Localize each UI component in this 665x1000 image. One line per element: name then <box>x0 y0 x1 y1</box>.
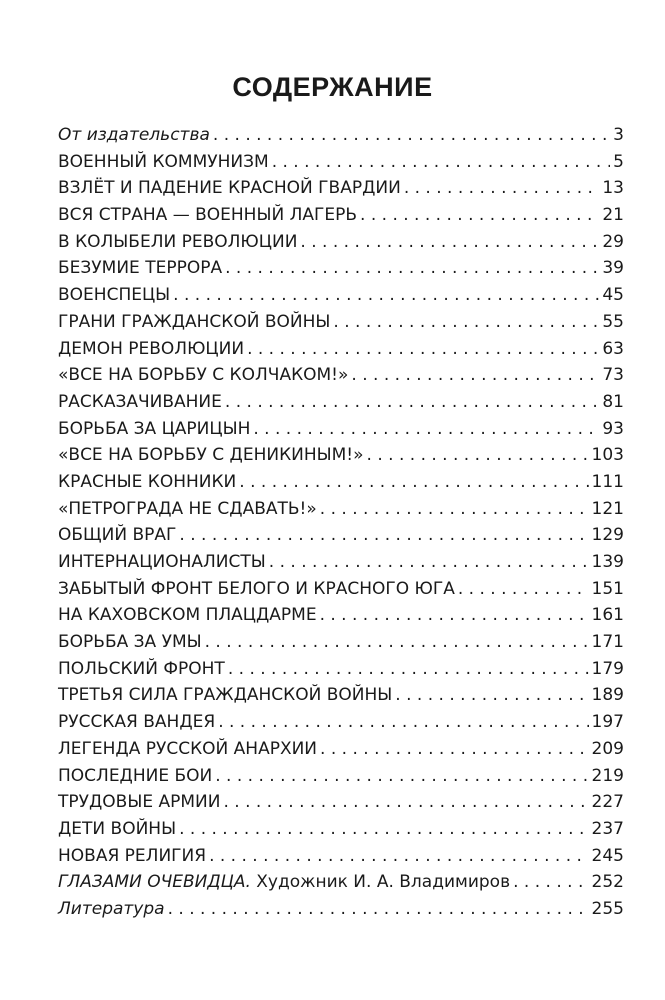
toc-page-number: 39 <box>602 258 624 279</box>
toc-page-number: 227 <box>591 792 624 813</box>
dot-leader <box>513 869 588 896</box>
toc-entry-title-text: ЛЕГЕНДА РУССКОЙ АНАРХИИ <box>58 738 318 759</box>
toc-page-number: 3 <box>613 125 624 145</box>
toc-page-number: 29 <box>602 231 624 252</box>
toc-entry <box>58 442 624 469</box>
toc-page-number: 245 <box>591 845 624 866</box>
toc-page-number: 139 <box>591 552 624 572</box>
toc-entry <box>58 175 624 202</box>
dot-leader <box>225 255 599 282</box>
toc-entry-title-text: ТРУДОВЫЕ АРМИИ <box>58 792 221 813</box>
toc-entry-title <box>58 869 513 896</box>
toc-page-number: 81 <box>602 391 624 412</box>
toc-entry-title-text: ИНТЕРНАЦИОНАЛИСТЫ <box>58 552 266 572</box>
toc-entry-title <box>58 709 218 736</box>
dot-leader <box>300 229 599 256</box>
dot-leader <box>223 789 588 816</box>
dot-leader <box>205 629 589 656</box>
toc-page-number: 111 <box>591 471 624 492</box>
toc-entry-title <box>58 763 215 790</box>
toc-entry-title <box>58 362 351 389</box>
dot-leader <box>168 896 589 923</box>
toc-page-number: 45 <box>602 285 624 306</box>
toc-entry-title-text: РУССКАЯ ВАНДЕЯ <box>58 712 216 733</box>
dot-leader <box>173 282 599 309</box>
dot-leader <box>320 602 589 629</box>
toc-entry-title <box>58 442 367 469</box>
toc-entry-title <box>58 682 395 709</box>
toc-entry <box>58 309 624 336</box>
toc-entry-title <box>58 629 205 656</box>
toc-entry-title <box>58 175 404 202</box>
toc-entry <box>58 336 624 363</box>
toc-entry-title <box>58 255 225 282</box>
dot-leader <box>395 682 588 709</box>
toc-page-number: 171 <box>591 632 624 653</box>
toc-entry <box>58 736 624 763</box>
toc-page-number: 103 <box>591 445 624 466</box>
toc-entry <box>58 202 624 229</box>
dot-leader <box>218 709 588 736</box>
dot-leader <box>215 763 588 790</box>
toc-entry <box>58 816 624 843</box>
toc-entry-title <box>58 282 173 309</box>
dot-leader <box>213 122 610 149</box>
toc-entry-title <box>58 229 300 256</box>
toc-entry <box>58 656 624 683</box>
toc-entry-title <box>58 736 320 763</box>
toc-page-number: 255 <box>591 898 624 919</box>
toc-page-number: 237 <box>591 818 624 839</box>
toc-page-number: 55 <box>602 311 624 332</box>
toc-entry <box>58 789 624 816</box>
dot-leader <box>320 496 589 523</box>
dot-leader <box>333 309 599 336</box>
toc-entry-title-text: ВОЕНСПЕЦЫ <box>58 285 171 306</box>
toc-entry-title-text: «ВСЕ НА БОРЬБУ С КОЛЧАКОМ!» <box>58 365 349 386</box>
toc-entry <box>58 602 624 629</box>
dot-leader <box>360 202 599 229</box>
toc-entry-title <box>58 602 320 629</box>
toc-entry <box>58 709 624 736</box>
toc-entry-title <box>58 789 223 816</box>
toc-entry <box>58 362 624 389</box>
toc-page-number: 13 <box>602 178 624 199</box>
toc-entry <box>58 389 624 416</box>
toc-entry <box>58 869 624 896</box>
dot-leader <box>367 442 589 469</box>
dot-leader <box>179 522 588 549</box>
toc-entry-title-text: БОРЬБА ЗА ЦАРИЦЫН <box>58 418 251 439</box>
toc-entry-title-text: ГРАНИ ГРАЖДАНСКОЙ ВОЙНЫ <box>58 311 331 332</box>
toc-entry-title-text: «ВСЕ НА БОРЬБУ С ДЕНИКИНЫМ!» <box>58 445 364 466</box>
toc-page-number: 5 <box>613 151 624 172</box>
dot-leader <box>351 362 599 389</box>
toc-entry-title <box>58 522 179 549</box>
dot-leader <box>320 736 589 763</box>
toc-entry <box>58 763 624 790</box>
toc-entry <box>58 496 624 523</box>
toc-page-number: 129 <box>591 525 624 546</box>
toc-page-number: 73 <box>602 365 624 386</box>
toc-entry <box>58 416 624 443</box>
dot-leader <box>209 843 588 870</box>
toc-page-number: 189 <box>591 685 624 706</box>
toc-entry <box>58 576 624 603</box>
toc-entry-title <box>58 469 239 496</box>
toc-page-number: 179 <box>591 658 624 679</box>
toc-entry <box>58 255 624 282</box>
toc-page-number: 209 <box>591 738 624 759</box>
toc-entry-title-text: ВСЯ СТРАНА — ВОЕННЫЙ ЛАГЕРЬ <box>58 205 358 226</box>
toc-entry-title <box>58 336 247 363</box>
dot-leader <box>228 656 589 683</box>
table-of-contents <box>58 122 624 923</box>
toc-entry-title <box>58 576 458 603</box>
toc-entry-title <box>58 309 333 336</box>
toc-entry-title-text: Литература <box>58 898 165 919</box>
dot-leader <box>269 549 589 576</box>
toc-page-number: 197 <box>591 712 624 733</box>
toc-entry-title-text: НА КАХОВСКОМ ПЛАЦДАРМЕ <box>58 605 317 626</box>
toc-entry-title-text: ТРЕТЬЯ СИЛА ГРАЖДАНСКОЙ ВОЙНЫ <box>58 685 393 706</box>
toc-page-number: 151 <box>591 578 624 599</box>
toc-entry-title-text: ПОЛЬСКИЙ ФРОНТ <box>58 658 225 679</box>
toc-page-number: 21 <box>602 205 624 226</box>
toc-page-number: 161 <box>591 605 624 626</box>
dot-leader <box>253 416 599 443</box>
toc-entry <box>58 522 624 549</box>
toc-entry-title-text: ДЕМОН РЕВОЛЮЦИИ <box>58 338 245 359</box>
dot-leader <box>404 175 600 202</box>
toc-entry-subtitle: Художник И. А. Владимиров <box>250 872 511 893</box>
toc-entry-title-text: ОБЩИЙ ВРАГ <box>58 525 177 546</box>
toc-entry-title <box>58 656 228 683</box>
dot-leader <box>272 149 610 176</box>
toc-entry-title-text: От издательства <box>58 125 210 145</box>
toc-entry <box>58 149 624 176</box>
toc-entry <box>58 682 624 709</box>
toc-entry-title <box>58 122 213 149</box>
toc-entry-title <box>58 389 225 416</box>
toc-entry <box>58 896 624 923</box>
toc-entry-title-text: ПОСЛЕДНИЕ БОИ <box>58 765 213 786</box>
dot-leader <box>247 336 599 363</box>
dot-leader <box>179 816 588 843</box>
toc-entry <box>58 282 624 309</box>
toc-page-number: 252 <box>591 872 624 893</box>
toc-entry <box>58 122 624 149</box>
toc-page-number: 93 <box>602 418 624 439</box>
toc-entry-title <box>58 416 253 443</box>
toc-entry-title <box>58 896 168 923</box>
toc-entry-title-text: В КОЛЫБЕЛИ РЕВОЛЮЦИИ <box>58 231 298 252</box>
toc-entry-title-text: НОВАЯ РЕЛИГИЯ <box>58 845 207 866</box>
toc-page-number: 121 <box>591 498 624 519</box>
toc-entry <box>58 629 624 656</box>
toc-entry <box>58 469 624 496</box>
toc-entry <box>58 843 624 870</box>
toc-entry-title-text: РАСКАЗАЧИВАНИЕ <box>58 391 222 412</box>
dot-leader <box>239 469 588 496</box>
toc-entry <box>58 229 624 256</box>
toc-entry-title <box>58 496 320 523</box>
toc-entry-title-text: ВЗЛЁТ И ПАДЕНИЕ КРАСНОЙ ГВАРДИИ <box>58 178 401 199</box>
toc-entry-title-text: БОРЬБА ЗА УМЫ <box>58 632 202 653</box>
toc-entry-title-text: «ПЕТРОГРАДА НЕ СДАВАТЬ!» <box>58 498 317 519</box>
dot-leader <box>225 389 599 416</box>
toc-page-number: 219 <box>591 765 624 786</box>
toc-entry-title <box>58 202 360 229</box>
toc-entry-title-text: ГЛАЗАМИ ОЧЕВИДЦА. <box>58 872 251 893</box>
toc-entry-title <box>58 549 269 576</box>
toc-entry <box>58 549 624 576</box>
toc-entry-title <box>58 843 209 870</box>
dot-leader <box>458 576 589 603</box>
toc-entry-title-text: КРАСНЫЕ КОННИКИ <box>58 471 237 492</box>
toc-entry-title <box>58 149 272 176</box>
toc-entry-title-text: ВОЕННЫЙ КОММУНИЗМ <box>58 151 269 172</box>
page-title: СОДЕРЖАНИЕ <box>232 72 433 102</box>
toc-entry-title-text: ЗАБЫТЫЙ ФРОНТ БЕЛОГО И КРАСНОГО ЮГА <box>58 578 455 599</box>
toc-entry-title-text: БЕЗУМИЕ ТЕРРОРА <box>58 258 223 279</box>
toc-entry-title-text: ДЕТИ ВОЙНЫ <box>58 818 177 839</box>
toc-page-number: 63 <box>602 338 624 359</box>
toc-entry-title <box>58 816 179 843</box>
